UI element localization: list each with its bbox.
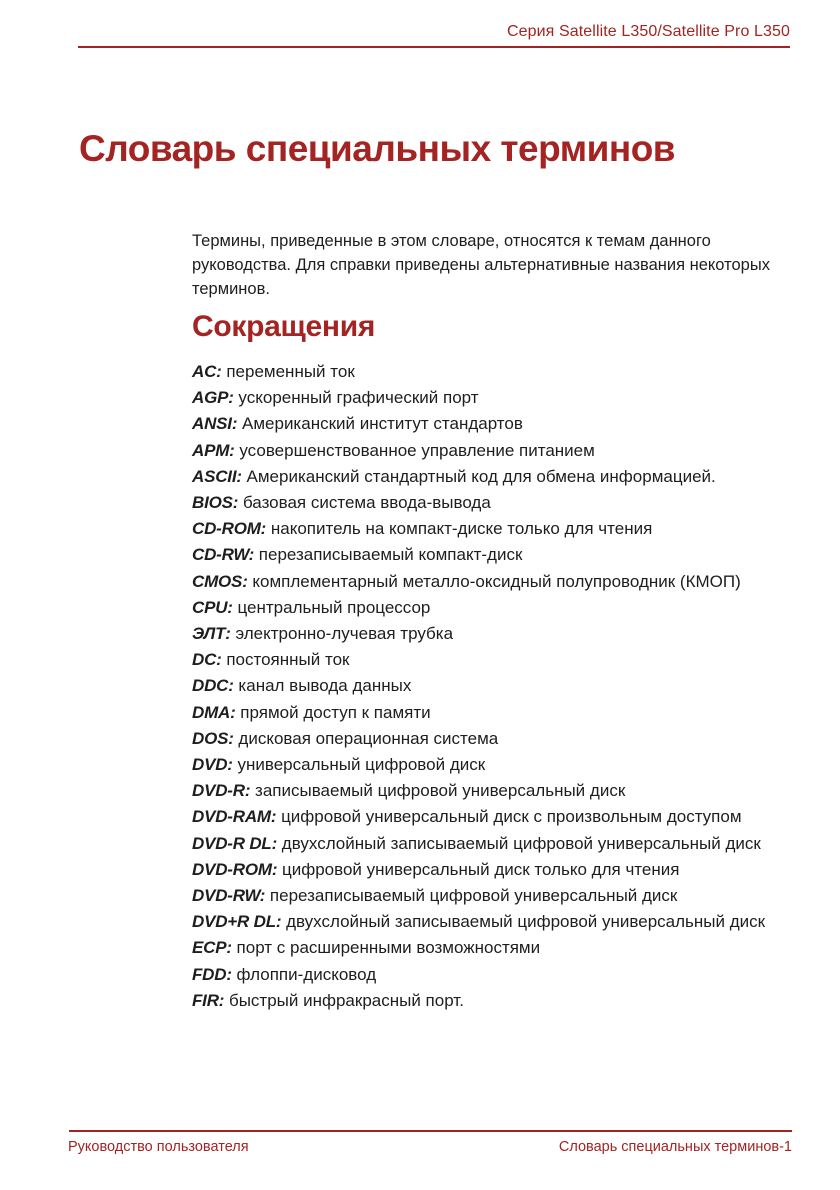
glossary-term: ANSI: xyxy=(192,414,238,434)
header-divider-rule xyxy=(78,46,790,48)
glossary-term: CD-RW: xyxy=(192,545,255,565)
glossary-entry xyxy=(192,730,807,748)
glossary-entry xyxy=(192,363,807,381)
glossary-definition: переменный ток xyxy=(221,362,355,381)
glossary-entry xyxy=(192,835,807,853)
glossary-term: APM: xyxy=(192,440,235,460)
glossary-term: ASCII: xyxy=(192,466,242,486)
glossary-term: CD-ROM: xyxy=(192,519,267,539)
glossary-entry xyxy=(192,468,807,486)
glossary-term: DVD-ROM: xyxy=(192,859,278,879)
intro-paragraph: Термины, приведенные в этом словаре, относятся к темам данного руководства. Для справки приведены альтернативные названия некоторых терминов. xyxy=(192,232,770,298)
glossary-term: FDD: xyxy=(192,964,232,984)
glossary-entry xyxy=(192,599,807,617)
glossary-term: DVD+R DL: xyxy=(192,912,282,932)
glossary-term: ECP: xyxy=(192,938,232,958)
glossary-entry xyxy=(192,389,807,407)
glossary-entry xyxy=(192,704,807,722)
glossary-definition: накопитель на компакт-диске только для чтения xyxy=(266,519,653,539)
glossary-definition: цифровой универсальный диск с произвольным доступом xyxy=(276,807,742,827)
glossary-entry xyxy=(192,861,807,879)
glossary-definition: порт с расширенными возможностями xyxy=(231,938,541,958)
glossary-term: DVD-RW: xyxy=(192,886,266,906)
glossary-term: DDC: xyxy=(192,676,234,696)
glossary-entry xyxy=(192,966,807,984)
glossary-definition: прямой доступ к памяти xyxy=(235,702,431,722)
glossary-definition: флоппи-дисковод xyxy=(231,964,377,984)
glossary-term: CMOS: xyxy=(192,571,248,591)
glossary-definition: перезаписываемый цифровой универсальный диск xyxy=(265,886,678,906)
glossary-definition: постоянный ток xyxy=(221,650,350,670)
glossary-definition: Американский стандартный код для обмена информацией. xyxy=(241,466,716,486)
glossary-term: BIOS: xyxy=(192,493,239,513)
glossary-entry xyxy=(192,939,807,957)
glossary-term: CPU: xyxy=(192,597,233,617)
glossary-entry xyxy=(192,992,807,1010)
glossary-definition: канал вывода данных xyxy=(233,676,412,696)
footer-divider-rule xyxy=(69,1130,792,1132)
page-header-title: Серия Satellite L350/Satellite Pro L350 xyxy=(506,23,790,40)
glossary-term: FIR: xyxy=(192,990,225,1010)
glossary-term: DVD: xyxy=(192,755,233,775)
glossary-entry xyxy=(192,782,807,800)
glossary-term: DVD-R: xyxy=(192,781,251,801)
glossary-entry xyxy=(192,677,807,695)
footer-page-number: Словарь специальных терминов-1 xyxy=(558,1139,792,1155)
glossary-term: DVD-RAM: xyxy=(192,807,277,827)
section-heading-abbreviations: Сокращения xyxy=(192,310,376,343)
page-title: Словарь специальных терминов xyxy=(79,128,676,169)
glossary-entry xyxy=(192,913,807,931)
glossary-definition: базовая система ввода-вывода xyxy=(238,493,491,513)
glossary-term: DC: xyxy=(192,650,222,670)
glossary-definition: центральный процессор xyxy=(232,597,431,617)
glossary-list xyxy=(192,363,807,1018)
glossary-definition: перезаписываемый компакт-диск xyxy=(254,545,523,565)
glossary-term: AC: xyxy=(192,362,222,381)
glossary-entry xyxy=(192,651,807,669)
glossary-term: ЭЛТ: xyxy=(192,624,231,644)
glossary-entry xyxy=(192,808,807,826)
glossary-definition: ускоренный графический порт xyxy=(233,388,479,408)
glossary-entry xyxy=(192,442,807,460)
glossary-entry xyxy=(192,415,807,433)
glossary-term: DMA: xyxy=(192,702,236,722)
glossary-definition: усовершенствованное управление питанием xyxy=(234,440,595,460)
glossary-definition: комплементарный металло-оксидный полупроводник (КМОП) xyxy=(247,571,741,591)
glossary-definition: двухслойный записываемый цифровой универсальный диск xyxy=(277,833,761,853)
glossary-entry xyxy=(192,573,807,591)
glossary-entry xyxy=(192,520,807,538)
glossary-definition: записываемый цифровой универсальный диск xyxy=(250,781,626,801)
glossary-definition: дисковая операционная система xyxy=(233,728,499,748)
glossary-term: AGP: xyxy=(192,388,234,408)
glossary-entry xyxy=(192,756,807,774)
glossary-entry xyxy=(192,625,807,643)
glossary-definition: универсальный цифровой диск xyxy=(232,755,486,775)
glossary-term: DOS: xyxy=(192,728,234,748)
glossary-definition: двухслойный записываемый цифровой универсальный диск xyxy=(281,912,766,932)
glossary-entry xyxy=(192,546,807,564)
glossary-definition: цифровой универсальный диск только для чтения xyxy=(277,859,680,879)
glossary-term: DVD-R DL: xyxy=(192,833,278,853)
footer-document-name: Руководство пользователя xyxy=(68,1139,249,1155)
glossary-definition: Американский институт стандартов xyxy=(237,414,523,434)
glossary-entry xyxy=(192,887,807,905)
glossary-definition: электронно-лучевая трубка xyxy=(230,624,454,644)
glossary-entry xyxy=(192,494,807,512)
glossary-definition: быстрый инфракрасный порт. xyxy=(224,990,464,1010)
